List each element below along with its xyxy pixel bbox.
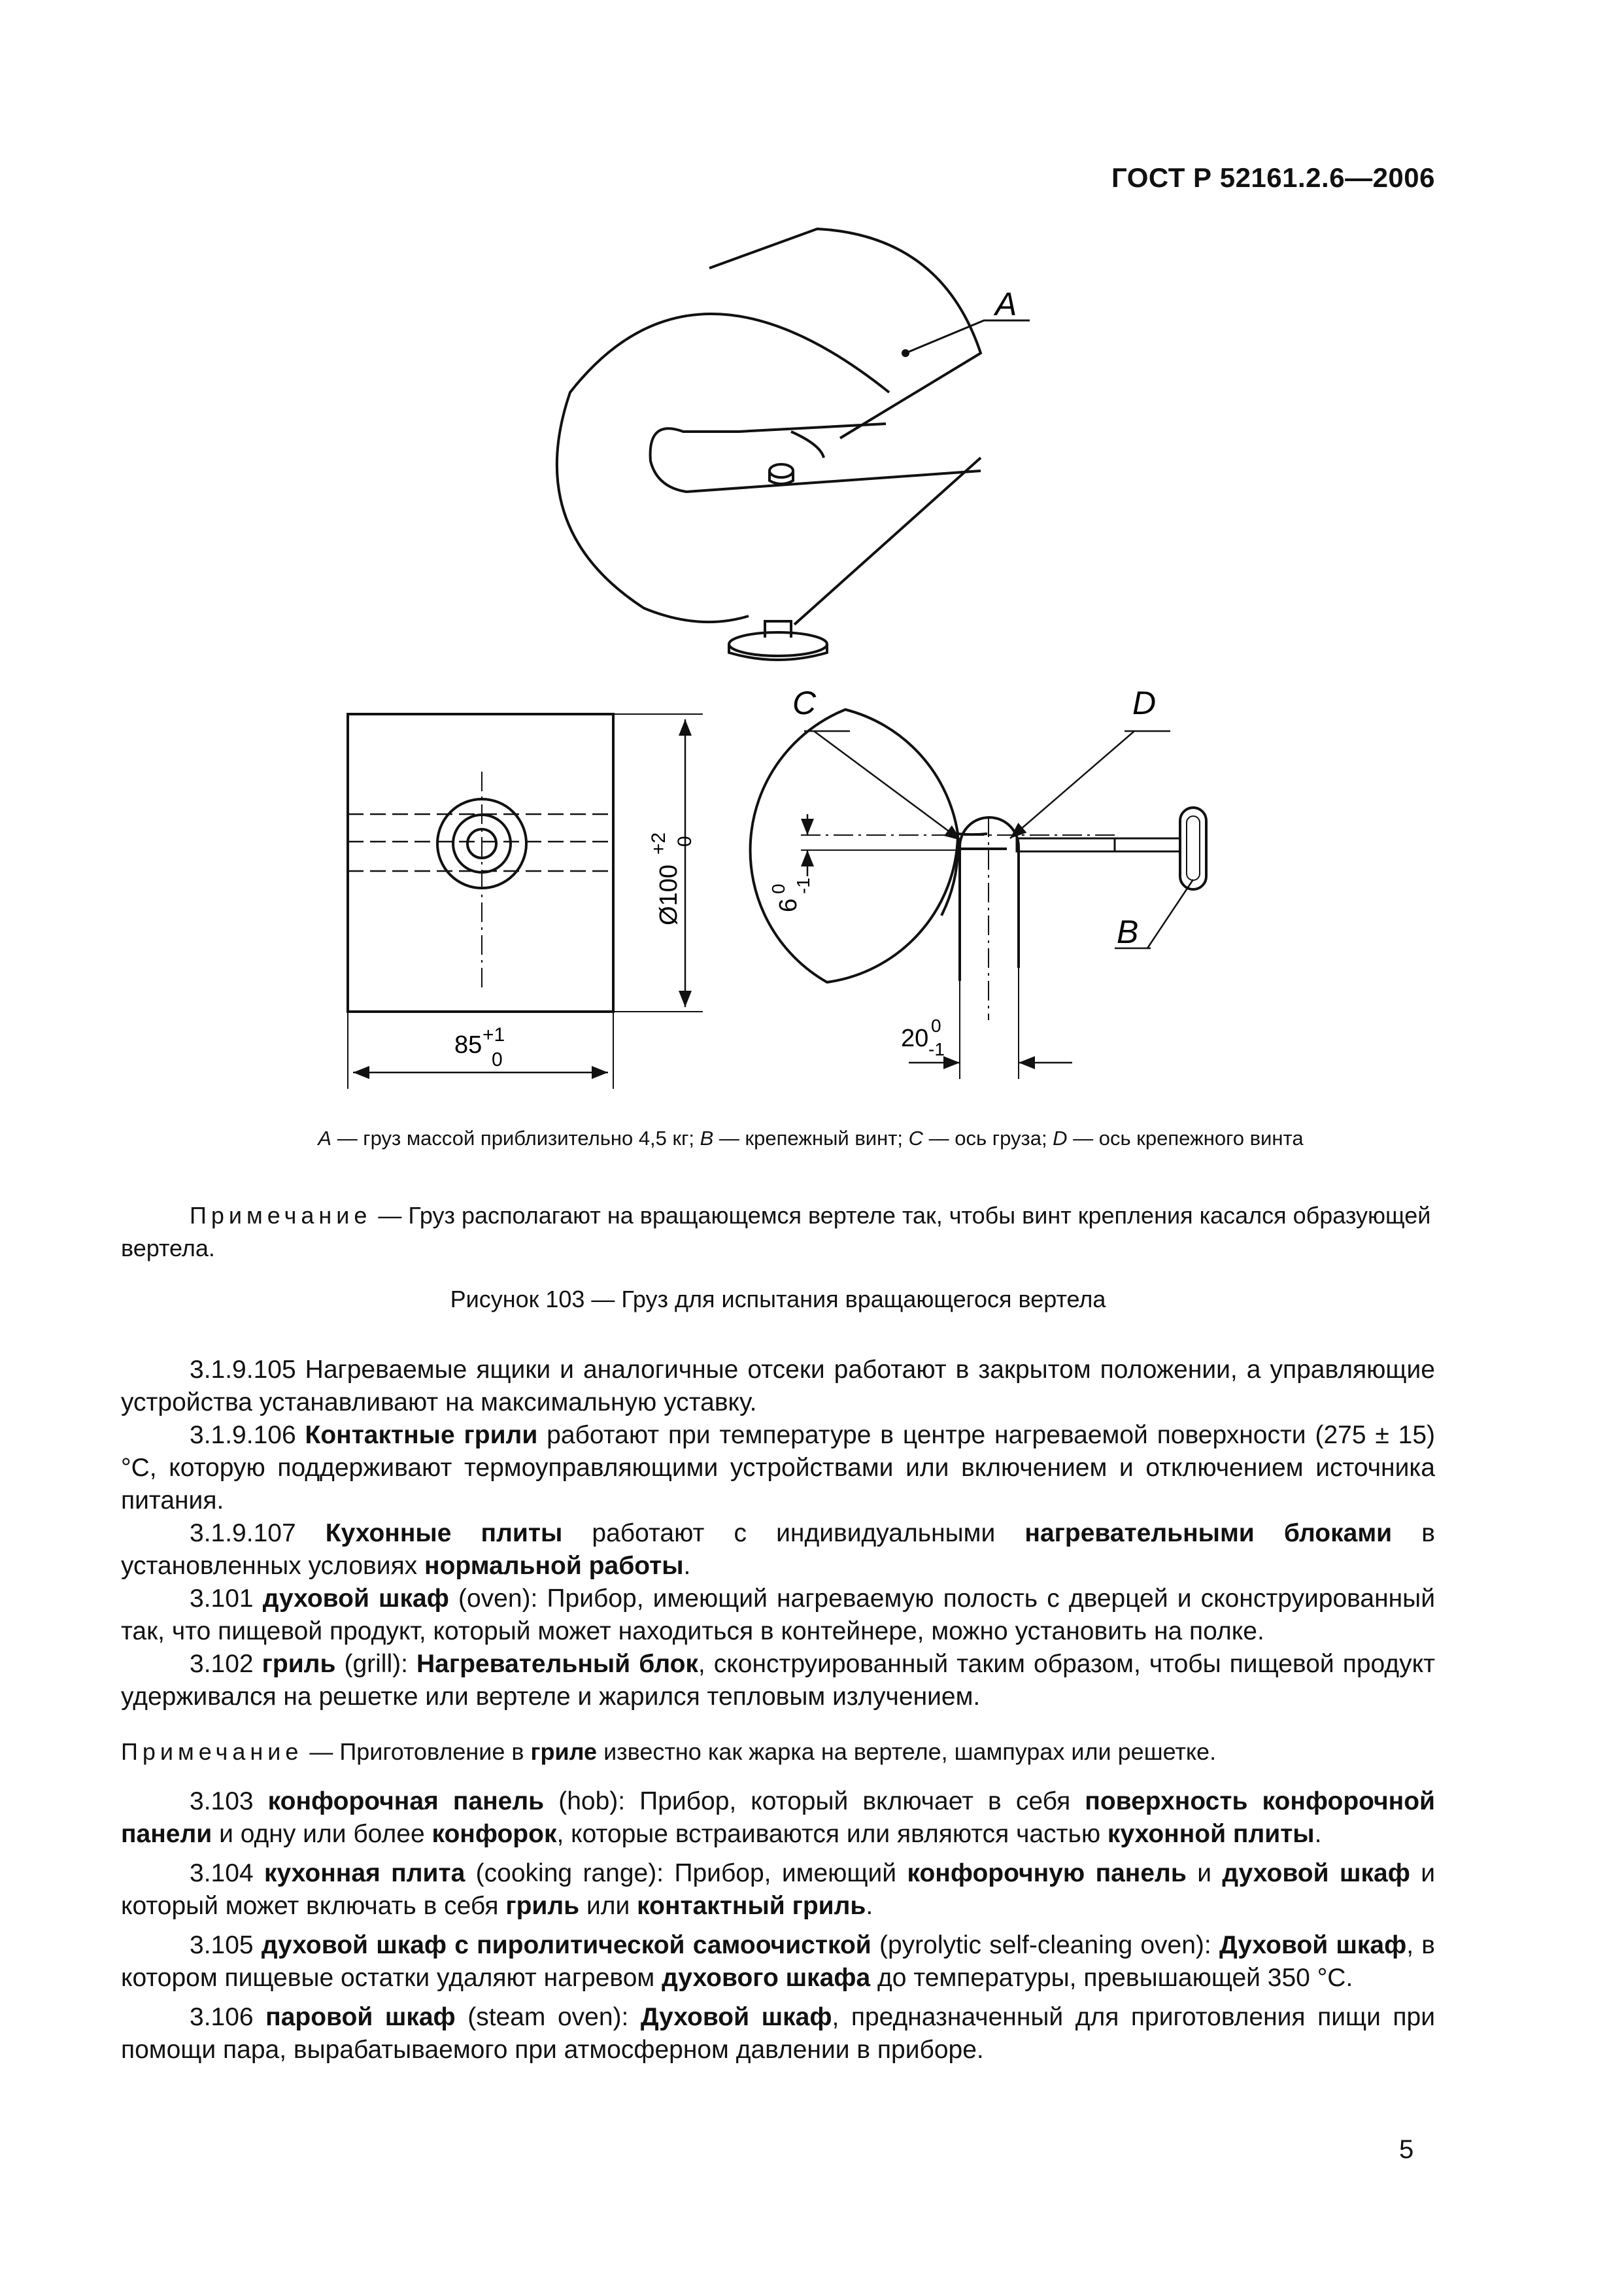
paragraph-3-103: 3.103 конфорочная панель (hob): Прибор, который включает в себя поверхность конфорочной панели и одну или более конфорок, которые встраиваются или являются частью кухонной плиты. (121, 1787, 1436, 1848)
figure-note: Примечание — Груз располагают на вращающемся вертеле так, чтобы винт крепления касался образующей вертела. (121, 1202, 1431, 1261)
label-c: C (792, 685, 817, 721)
figure-103-drawing (0, 0, 1624, 1112)
slot-width-dimension-label (901, 1016, 945, 1059)
weight-front-view (751, 710, 1206, 1079)
paragraph-3-106: 3.106 паровой шкаф (steam oven): Духовой шкаф, предназначенный для приготовления пищи при помощи пара, вырабатываемого при атмосферном давлении в приборе. (121, 2003, 1435, 2064)
label-b: B (1117, 914, 1139, 950)
label-d: D (1132, 685, 1157, 721)
note-grill: Примечание — Приготовление в гриле известно как жарка на вертеле, шампурах или решетке. (121, 1738, 1217, 1765)
weight-isometric-view (557, 229, 1030, 660)
label-a: A (995, 286, 1017, 322)
diameter-dimension-label (648, 832, 696, 925)
paragraph-3-102: 3.102 гриль (grill): Нагревательный блок, сконструированный таким образом, чтобы пищевой продукт удерживался на решетке или вертеле и жарился тепловым излучением. (121, 1650, 1435, 1711)
svg-text:-1: -1 (793, 878, 813, 894)
paragraph-3-105: 3.105 духовой шкаф с пиролитической самоочисткой (pyrolytic self-cleaning oven): Духовой шкаф, в котором пищевые остатки удаляют нагревом духового шкафа до температуры, превышающей 350 °С. (121, 1931, 1436, 1992)
document-body (121, 1354, 1435, 2066)
document-standard-id: ГОСТ Р 52161.2.6—2006 (1111, 162, 1435, 193)
paragraph-3-1-9-105: 3.1.9.105 Нагреваемые ящики и аналогичные отсеки работают в закрытом положении, а управляющие устройства устанавливают на максимальную уставку. (121, 1356, 1435, 1416)
paragraph-3-1-9-107: 3.1.9.107 Кухонные плиты работают с индивидуальными нагревательными блоками в установленных условиях нормальной работы. (121, 1519, 1436, 1580)
svg-text:-1: -1 (928, 1039, 945, 1059)
width-dimension-label (454, 1024, 505, 1071)
svg-text:0: 0 (768, 883, 788, 894)
figure-caption: Рисунок 103 — Груз для испытания вращающегося вертела (450, 1286, 1106, 1312)
page-number: 5 (1399, 2135, 1414, 2164)
svg-text:+2: +2 (648, 832, 669, 855)
svg-text:+1: +1 (482, 1024, 505, 1046)
paragraph-3-101: 3.101 духовой шкаф (oven): Прибор, имеющий нагреваемую полость с дверцей и сконструированный так, что пищевой продукт, который может находиться в контейнере, можно установить на полке. (121, 1585, 1435, 1645)
svg-text:20: 20 (901, 1025, 929, 1052)
svg-text:0: 0 (674, 836, 696, 847)
figure-legend: A — груз массой приблизительно 4,5 кг; B — крепежный винт; C — ось груза; D — ось крепежного винта (318, 1127, 1304, 1150)
svg-text:0: 0 (931, 1016, 941, 1036)
svg-text:Ø100: Ø100 (655, 865, 683, 925)
svg-text:85: 85 (454, 1031, 482, 1059)
svg-text:6: 6 (775, 898, 802, 912)
paragraph-3-1-9-106: 3.1.9.106 Контактные грили работают при температуре в центре нагреваемой поверхности (275 ± 15) °С, которую поддерживают термоуправляющими устройствами или включением и отключением источника питания. (121, 1421, 1435, 1515)
paragraph-3-104: 3.104 кухонная плита (cooking range): Прибор, имеющий конфорочную панель и духовой шкаф и который может включать в себя гриль или контактный гриль. (121, 1859, 1436, 1920)
weight-side-view (348, 714, 703, 1089)
svg-text:0: 0 (492, 1049, 503, 1071)
slot-height-dimension-label (768, 878, 813, 912)
